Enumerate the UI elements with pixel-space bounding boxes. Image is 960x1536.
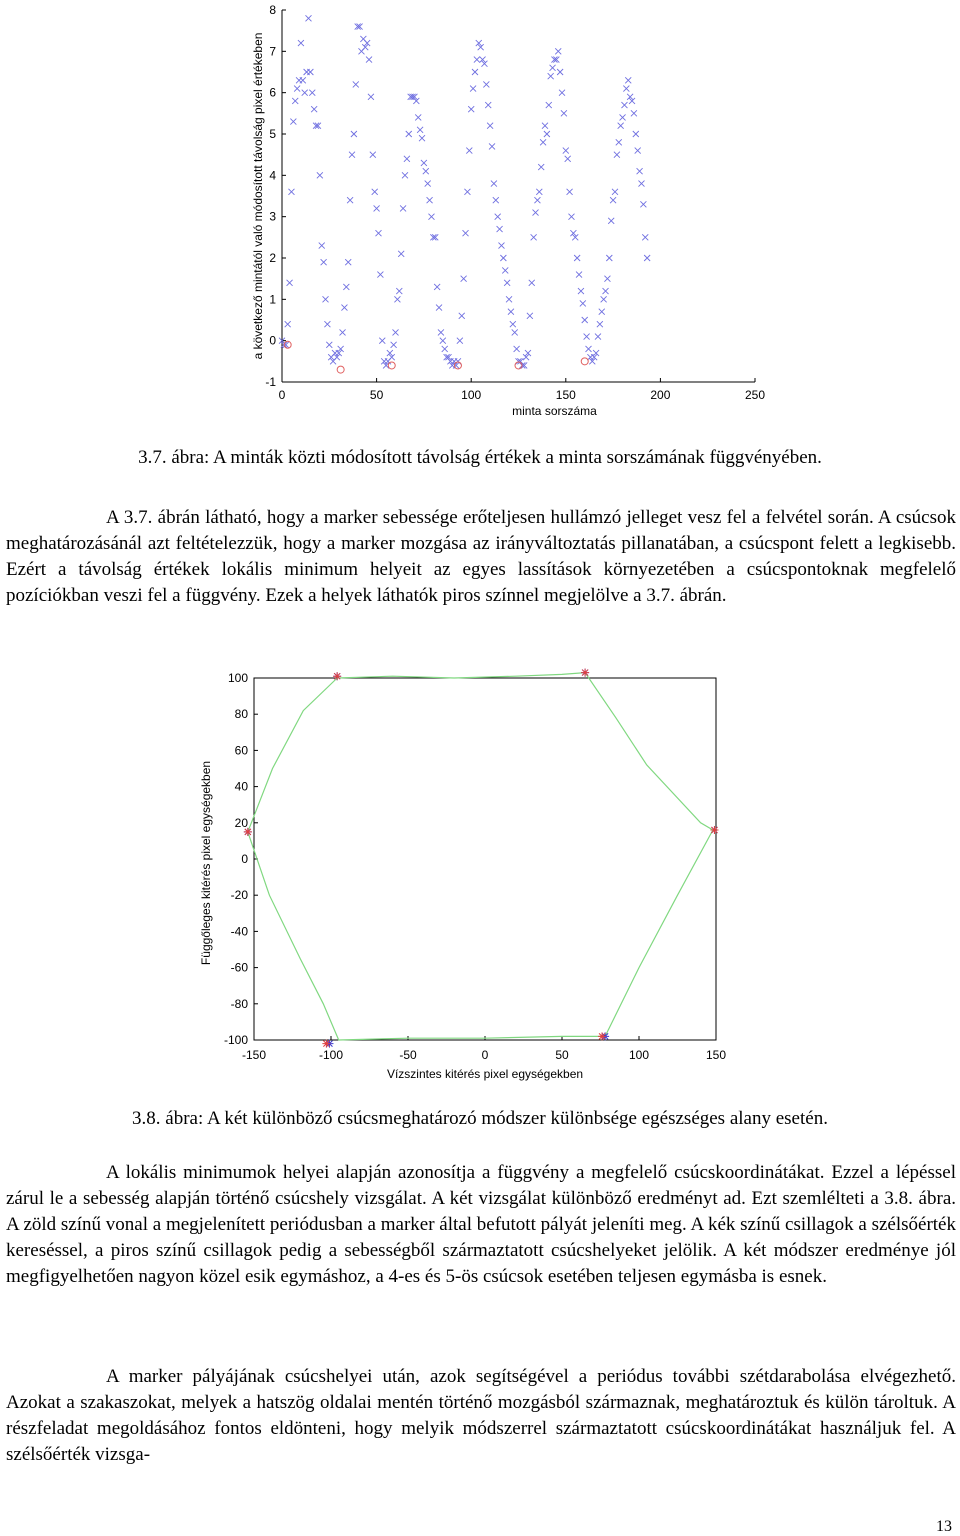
data-point-x <box>640 201 646 207</box>
data-point-x <box>544 131 550 137</box>
x-axis-label: Vízszintes kitérés pixel egységekben <box>386 1067 584 1081</box>
x-tick-label: 0 <box>278 388 286 402</box>
data-point-x <box>321 259 327 265</box>
data-point-x <box>370 152 376 158</box>
peak-star-red <box>710 826 718 834</box>
data-point-x <box>538 164 544 170</box>
data-point-x <box>349 152 355 158</box>
data-point-x <box>294 86 300 92</box>
data-point-x <box>536 189 542 195</box>
scatter-chart <box>0 0 960 430</box>
data-point-x <box>623 86 629 92</box>
data-point-x <box>287 280 293 286</box>
data-point-x <box>512 329 518 335</box>
x-tick-label: 50 <box>555 1048 569 1062</box>
data-point-x <box>504 280 510 286</box>
y-tick-label: 7 <box>269 44 276 59</box>
y-tick-label: -80 <box>230 996 248 1011</box>
data-point-x <box>638 181 644 187</box>
data-point-x <box>502 267 508 273</box>
peak-star-red <box>598 1032 606 1040</box>
data-point-x <box>497 226 503 232</box>
data-point-x <box>300 77 306 83</box>
data-point-x <box>568 214 574 220</box>
data-point-x <box>438 329 444 335</box>
data-point-x <box>529 280 535 286</box>
data-point-x <box>290 119 296 125</box>
data-point-x <box>285 321 291 327</box>
y-tick-label: 6 <box>269 85 276 100</box>
data-point-x <box>595 334 601 340</box>
paragraph-3: A marker pályájának csúcshelyei után, azok segítségével a periódus további szétdarabolása elvégezhető. Azokat a szakaszokat, melyek a hatszög oldalai mentén történő mozgásból származnak, meghatároztuk és külön tároltuk. A részfeladat megoldásához fontos eldönteni, hogy melyik módszerrel származtatott csúcskoordinátákat használjuk fel. A szélsőérték vizsga- <box>6 1366 956 1465</box>
data-point-x <box>616 139 622 145</box>
data-point-x <box>563 148 569 154</box>
data-point-x <box>576 272 582 278</box>
figure-3-7-caption: 3.7. ábra: A minták közti módosított távolság értékek a minta sorszámának függvényében. <box>138 447 822 468</box>
data-point-x <box>472 69 478 75</box>
data-point-x <box>436 305 442 311</box>
y-tick-label: -1 <box>265 375 276 389</box>
peak-star-red <box>333 672 341 680</box>
minimum-marker <box>388 362 395 369</box>
y-axis-label: a következő mintától való módosított távolság pixel értékeben <box>251 32 265 360</box>
data-point-x <box>561 110 567 116</box>
data-point-x <box>442 346 448 352</box>
data-point-x <box>340 329 346 335</box>
data-point-x <box>631 110 637 116</box>
data-point-x <box>428 214 434 220</box>
data-point-x <box>417 127 423 133</box>
data-point-x <box>379 338 385 344</box>
y-tick-label: 0 <box>269 333 276 348</box>
y-tick-label: 40 <box>234 779 248 794</box>
data-point-x <box>345 259 351 265</box>
data-point-x <box>608 218 614 224</box>
minimum-marker <box>337 366 344 373</box>
x-tick-label: 150 <box>705 1048 727 1062</box>
data-point-x <box>555 48 561 54</box>
data-point-x <box>534 197 540 203</box>
data-point-x <box>531 234 537 240</box>
data-point-x <box>406 131 412 137</box>
figure-3-8-caption: 3.8. ábra: A két különböző csúcsmeghatározó módszer különbsége egészséges alany esetén. <box>132 1108 828 1129</box>
y-tick-label: 5 <box>269 127 276 141</box>
data-point-x <box>506 296 512 302</box>
figure-3-7 <box>0 0 960 430</box>
data-point-x <box>603 288 609 294</box>
data-point-x <box>540 139 546 145</box>
data-point-x <box>510 321 516 327</box>
data-point-x <box>375 230 381 236</box>
y-tick-label: 2 <box>269 251 276 265</box>
data-point-x <box>527 313 533 319</box>
data-point-x <box>288 189 294 195</box>
y-tick-label: -20 <box>230 888 248 903</box>
data-point-x <box>377 272 383 278</box>
data-point-x <box>425 181 431 187</box>
data-point-x <box>491 181 497 187</box>
data-point-x <box>637 168 643 174</box>
data-point-x <box>396 288 402 294</box>
data-point-x <box>625 77 631 83</box>
data-point-x <box>612 189 618 195</box>
y-tick-label: 4 <box>269 168 276 183</box>
data-point-x <box>468 106 474 112</box>
data-point-x <box>319 243 325 249</box>
data-point-x <box>423 168 429 174</box>
data-point-x <box>500 255 506 261</box>
data-point-x <box>559 90 565 96</box>
data-point-x <box>542 123 548 129</box>
data-point-x <box>567 189 573 195</box>
data-point-x <box>292 98 298 104</box>
data-point-x <box>644 255 650 261</box>
y-tick-label: 1 <box>269 292 276 307</box>
data-point-x <box>305 15 311 21</box>
data-point-x <box>311 106 317 112</box>
data-point-x <box>601 296 607 302</box>
data-point-x <box>324 321 330 327</box>
data-point-x <box>463 230 469 236</box>
y-tick-label: 100 <box>227 671 248 685</box>
trajectory-chart <box>0 660 960 1090</box>
data-point-x <box>621 102 627 108</box>
page-number: 13 <box>936 1518 952 1535</box>
data-point-x <box>514 346 520 352</box>
data-point-x <box>317 172 323 178</box>
data-point-x <box>457 338 463 344</box>
minimum-marker <box>581 358 588 365</box>
data-point-x <box>642 234 648 240</box>
data-point-x <box>323 296 329 302</box>
data-point-x <box>394 296 400 302</box>
data-point-x <box>400 205 406 211</box>
data-point-x <box>307 69 313 75</box>
data-point-x <box>633 131 639 137</box>
y-tick-label: -40 <box>230 924 248 939</box>
x-tick-label: 150 <box>555 388 576 402</box>
data-point-x <box>493 197 499 203</box>
data-point-x <box>372 189 378 195</box>
data-point-x <box>498 243 504 249</box>
data-point-x <box>470 86 476 92</box>
data-point-x <box>574 255 580 261</box>
data-point-x <box>402 172 408 178</box>
data-point-x <box>614 152 620 158</box>
peak-star-red <box>581 669 589 677</box>
figure-3-8 <box>0 660 960 1090</box>
data-point-x <box>415 114 421 120</box>
data-point-x <box>578 288 584 294</box>
x-tick-label: 250 <box>744 388 766 402</box>
data-point-x <box>485 102 491 108</box>
data-point-x <box>599 309 605 315</box>
data-point-x <box>487 123 493 129</box>
data-point-x <box>398 251 404 257</box>
data-point-x <box>586 346 592 352</box>
x-tick-label: 100 <box>461 388 482 402</box>
data-point-x <box>546 102 552 108</box>
x-axis-label: minta sorszáma <box>512 404 597 418</box>
data-point-x <box>461 276 467 282</box>
x-tick-label: -100 <box>318 1048 344 1062</box>
data-point-x <box>347 197 353 203</box>
x-tick-label: 200 <box>650 388 671 402</box>
data-point-x <box>427 197 433 203</box>
plot-frame <box>254 678 716 1040</box>
data-point-x <box>582 317 588 323</box>
data-point-x <box>341 305 347 311</box>
data-point-x <box>495 214 501 220</box>
data-point-x <box>366 57 372 63</box>
y-tick-label: 80 <box>234 707 248 722</box>
data-point-x <box>326 342 332 348</box>
data-point-x <box>459 313 465 319</box>
data-point-x <box>440 338 446 344</box>
data-point-x <box>548 73 554 79</box>
data-point-x <box>351 131 357 137</box>
data-point-x <box>483 81 489 87</box>
y-tick-label: 0 <box>241 852 248 866</box>
data-point-x <box>391 342 397 348</box>
data-point-x <box>421 160 427 166</box>
data-point-x <box>618 123 624 129</box>
x-tick-label: 0 <box>481 1048 489 1062</box>
data-point-x <box>584 334 590 340</box>
x-tick-label: 50 <box>369 388 384 402</box>
data-point-x <box>610 197 616 203</box>
data-point-x <box>374 205 380 211</box>
x-tick-label: 100 <box>628 1048 650 1062</box>
y-tick-label: 60 <box>234 743 248 758</box>
data-point-x <box>606 255 612 261</box>
x-tick-label: -150 <box>241 1048 267 1062</box>
trajectory-line <box>248 673 713 1040</box>
data-point-x <box>620 114 626 120</box>
data-point-x <box>508 309 514 315</box>
peak-star-red <box>244 828 252 836</box>
y-tick-label: 3 <box>269 209 276 224</box>
x-tick-label: -50 <box>399 1048 417 1062</box>
data-point-x <box>474 57 480 63</box>
data-point-x <box>343 284 349 290</box>
data-point-x <box>580 300 586 306</box>
data-point-x <box>298 40 304 46</box>
data-point-x <box>419 135 425 141</box>
data-point-x <box>635 148 641 154</box>
data-point-x <box>353 81 359 87</box>
data-point-x <box>404 156 410 162</box>
data-point-x <box>533 210 539 216</box>
y-tick-label: -100 <box>223 1033 248 1047</box>
data-point-x <box>550 65 556 71</box>
y-tick-label: -60 <box>230 960 248 975</box>
y-axis-label: Függőleges kitérés pixel egységekben <box>199 760 213 966</box>
data-point-x <box>565 156 571 162</box>
data-point-x <box>434 284 440 290</box>
paragraph-1: A 3.7. ábrán látható, hogy a marker sebessége erőteljesen hullámzó jelleget vesz fel a felvétel során. A csúcsok meghatározásánál azt feltételezzük, hogy a marker mozgása az irányváltoztatás pillanatában, a csúcspont felett a legkisebb. Ezért a távolság értékek lokális minimum helyeit az egyes lassítások környezetében a csúcspontoknak megfelelő pozíciókban veszi fel a függvény. Ezek a helyek láthatók piros színnel megjelölve a 3.7. ábrán. <box>6 507 956 606</box>
data-point-x <box>309 90 315 96</box>
data-point-x <box>302 90 308 96</box>
peak-star-red <box>322 1040 330 1048</box>
data-point-x <box>393 329 399 335</box>
data-point-x <box>368 94 374 100</box>
y-tick-label: 20 <box>234 815 248 830</box>
data-point-x <box>604 276 610 282</box>
y-tick-label: 8 <box>269 3 276 17</box>
data-point-x <box>464 189 470 195</box>
data-point-x <box>489 143 495 149</box>
paragraph-2: A lokális minimumok helyei alapján azonosítja a függvény a megfelelő csúcskoordinátákat. Ezzel a lépéssel zárul le a sebesség alapján történő csúcshely vizsgálat. A két vizsgálat különböző eredményt ad. Ezt szemlélteti a 3.8. ábra. A zöld színű vonal a megjelenített periódusban a marker által befutott pályát jeleníti meg. A kék színű csillagok a szélsőérték kereséssel, a piros színű csillagok pedig a sebességből származtatott csúcshelyeket jelölik. A két módszer eredménye jól megfigyelhetően nagyon közel esik egymáshoz, a 4-es és 5-ös csúcsok esetében teljesen egymásba is esnek. <box>6 1162 956 1287</box>
data-point-x <box>466 148 472 154</box>
data-point-x <box>597 321 603 327</box>
data-point-x <box>557 69 563 75</box>
